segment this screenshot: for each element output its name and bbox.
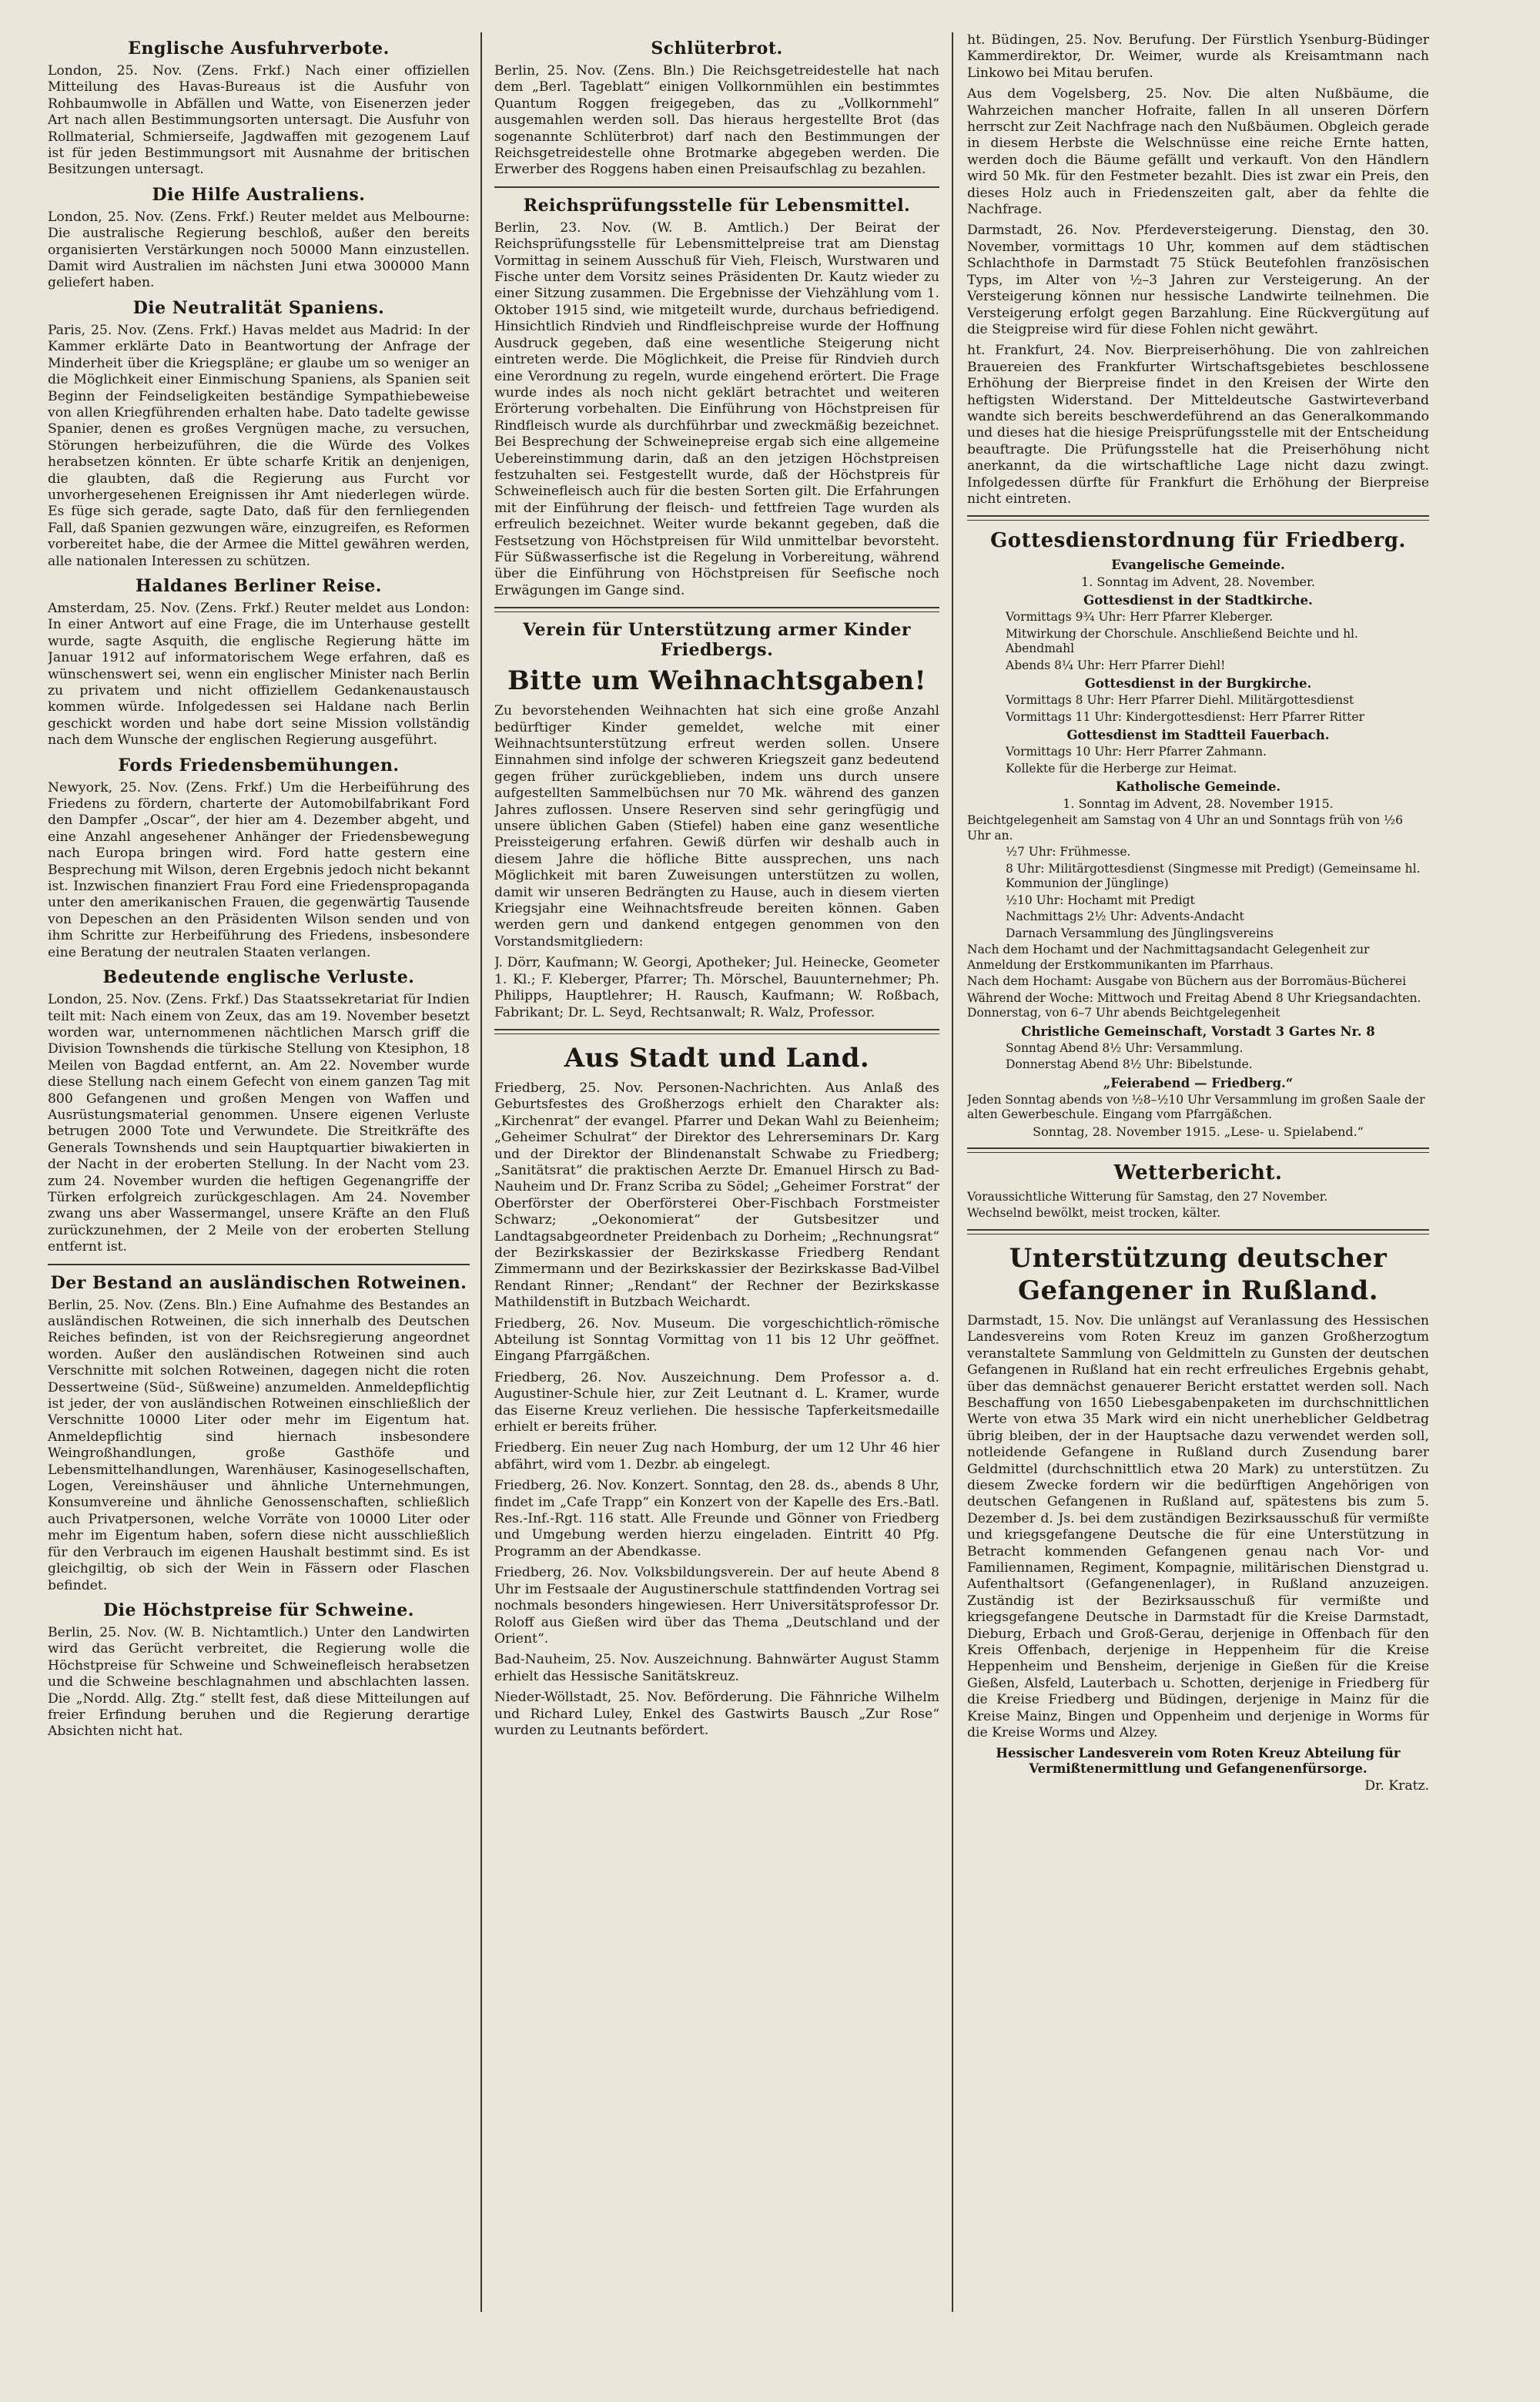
local-news-item: Aus dem Vogelsberg, 25. Nov. Die alten Nußbäume, die Wahrzeichen mancher Hofraite, fallen In all unseren Dörfern herrscht zur Zeit Nachfrage nach den Nußbäumen. Obgleich gerade in diesem Herbste die Welschnüsse eine reiche Ernte hatten, werden doch die Bäume gefällt und verkauft. Von den Händlern wird 50 Mk. für den Festmeter bezahlt. Dies ist zwar ein Preis, den dieses Holz auch in Friedenszeiten galt, aber da fehlte die Nachfrage. bbox=[967, 86, 1429, 218]
article-title: Bedeutende englische Verluste. bbox=[102, 967, 415, 988]
service-line: Nach dem Hochamt und der Nachmittagsandacht Gelegenheit zur Anmeldung der Erstkommunikanten im Pfarrhaus. bbox=[967, 943, 1370, 972]
service-heading: Christliche Gemeinschaft, Vorstadt 3 Gartes Nr. 8 bbox=[1021, 1023, 1375, 1039]
article-title: Unterstützung deutscher Gefangener in Rußland. bbox=[1009, 1242, 1388, 1306]
local-news-item: Darmstadt, 26. Nov. Pferdeversteigerung. Dienstag, den 30. November, vormittags 10 Uhr, kommen auf dem städtischen Schlachthofe in Darmstadt 75 Stück Beutefohlen französischen Typs, im Alter von ½–3 Jahren zur Versteigerung. An der Versteigerung können nur hessische Landwirte teilnehmen. Die Versteigerung erfolgt gegen Barzahlung. Eine Rückvergütung auf die Steigpreise wird für diese Fohlen nicht gewährt. bbox=[967, 223, 1429, 337]
service-line: Nach dem Hochamt: Ausgabe von Büchern aus der Borromäus-Bücherei bbox=[967, 974, 1407, 989]
service-line: Kollekte für die Herberge zur Heimat. bbox=[1006, 761, 1237, 776]
service-heading: „Feierabend — Friedberg.“ bbox=[1103, 1075, 1294, 1090]
service-line: Sonntag Abend 8½ Uhr: Versammlung. bbox=[1006, 1040, 1244, 1055]
divider bbox=[48, 1264, 470, 1265]
weather-title: Wetterbericht. bbox=[1113, 1161, 1283, 1184]
board-members: J. Dörr, Kaufmann; W. Georgi, Apotheker; Jul. Heinecke, Geometer 1. Kl.; F. Kleberger, Pfarrer; Th. Mörschel, Bauunternehmer; Ph. Philipps, Hauptlehrer; H. Rausch, Kaufmann; W. Roßbach, Fabrikant; Dr. L. Seyd, Rechtsanwalt; R. Walz, Professor. bbox=[494, 955, 939, 1020]
article-text: Berlin, 25. Nov. (Zens. Bln.) Eine Aufnahme des Bestandes an ausländischen Rotweinen, die sich innerhalb des Deutschen Reiches befinden, ist von der Reichsregierung angeordnet worden. Außer den ausländischen Rotweinen sind auch Verschnitte mit solchen Rotweinen, dagegen nicht die roten Dessertweine (Süd-, Süßweine) anzumelden. Anmeldepflichtig ist jeder, der von ausländischen Rotweinen einschließlich der Verschnitte 10000 Liter oder mehr im Eigentum hat. Anmeldepflichtig sind hiernach insbesondere Weingroßhandlungen, große Gasthöfe und Lebensmittelhandlungen, Warenhäuser, Kasinogesellschaften, Logen, Vereinshäuser und ähnliche Unternehmungen, Konsumvereine und ähnliche Genossenschaften, schließlich auch Privatpersonen, welche Vorräte von 10000 Liter oder mehr im Eigentum haben, sofern diese nicht ausschließlich für den Verbrauch im eigenen Haushalt bestimmt sind. Es ist gleichgiltig, ob sich der Wein in Fässern oder Flaschen befindet. bbox=[48, 1297, 470, 1593]
article-title: Die Höchstpreise für Schweine. bbox=[103, 1600, 414, 1620]
article-text: Darmstadt, 15. Nov. Die unlängst auf Veranlassung des Hessischen Landesvereins vom Roten Kreuz im ganzen Großherzogtum veranstaltete Sammlung von Geldmitteln zu Gunsten der deutschen Gefangenen in Rußland hat ein recht erfreuliches Ergebnis gehabt, über das demnächst genauerer Bericht erstattet werden soll. Nach Beschaffung von 1650 Liebesgabenpaketen im durchschnittlichen Werte von etwa 35 Mark wird ein nicht unerheblicher Geldbetrag übrig bleiben, der in der Hauptsache dazu verwendet werden soll, notleidende Gefangene in Rußland durch Zusendung barer Geldmittel (durchschnittlich etwa 20 Mark) zu unterstützen. Zu diesem Zwecke fordern wir die bedürftigen Angehörigen von deutschen Gefangenen in Rußland auf, spätestens bis zum 5. Dezember d. Js. bei dem zuständigen Bezirksausschuß für vermißte und kriegsgefangene Deutsche die für eine Unterstützung in Betracht kommenden Gefangenen genau nach Vor- und Familiennamen, Regiment, Kompagnie, militärischen Dienstgrad u. Aufenthaltsort (Gefangenenlager), in Rußland anzuzeigen. Zuständig ist der Bezirksausschuß für vermißte und kriegsgefangene Deutsche in Darmstadt für die Kreise Darmstadt, Dieburg, Erbach und Groß-Gerau, derjenige in Offenbach für den Kreis Offenbach, derjenige in Heppenheim für die Kreise Heppenheim und Bensheim, derjenige in Gießen für die Kreise Gießen, Alsfeld, Lauterbach u. Schotten, derjenige in Friedberg für die Kreise Friedberg und Büdingen, derjenige in Mainz für die Kreise Mainz, Bingen und Oppenheim und derjenige in Worms für die Kreise Worms und Alzey. bbox=[967, 1312, 1429, 1741]
service-heading: Gottesdienst in der Stadtkirche. bbox=[1083, 593, 1313, 608]
column-3 bbox=[967, 32, 1429, 2327]
service-heading: Gottesdienst im Stadtteil Fauerbach. bbox=[1066, 728, 1330, 743]
service-line: Darnach Versammlung des Jünglingsvereins bbox=[1006, 926, 1274, 940]
section-title: Aus Stadt und Land. bbox=[564, 1042, 870, 1074]
service-line: Vormittags 8 Uhr: Herr Pfarrer Diehl. Militärgottesdienst bbox=[1006, 693, 1354, 708]
service-schedule-title: Gottesdienstordnung für Friedberg. bbox=[990, 529, 1406, 553]
divider bbox=[967, 1147, 1429, 1153]
article-text: Paris, 25. Nov. (Zens. Frkf.) Havas meldet aus Madrid: In der Kammer erklärte Dato in Beantwortung der Anfrage der Minderheit über die Kriegspläne; er glaube um so weniger an die Möglichkeit einer Einmischung Spaniens, als Spanien seit Beginn der Feindseligkeiten beständige Sympathiebeweise von allen Kriegführenden erhalten habe. Dato tadelte gewisse Spanier, denen es großes Vergnügen mache, zu versuchen, Störungen herbeizuführen, die die Würde des Volkes herabsetzen könnten. Er übte scharfe Kritik an denjenigen, die glaubten, daß die Regierung aus Furcht vor unvorhergesehenen Ereignissen ihr Amt niederlegen würde. Es füge sich gerade, sagte Dato, daß für den fernliegenden Fall, daß Spanien gezwungen wäre, einzugreifen, es Reformen vorbereitet habe, die der Armee die Mittel gewähren werden, alle nationalen Interessen zu schützen. bbox=[48, 322, 470, 569]
service-line: Während der Woche: Mittwoch und Freitag Abend 8 Uhr Kriegsandachten. Donnerstag, von 6–7 Uhr abends Beichtgelegenheit bbox=[967, 990, 1421, 1020]
column-rule bbox=[480, 32, 482, 2312]
local-news-item: Friedberg, 25. Nov. Personen-Nachrichten. Aus Anlaß des Geburtsfestes des Großherzogs erhielt den Charakter als: „Kirchenrat“ der evangel. Pfarrer und Dekan Wahl zu Beienheim; „Geheimer Schulrat“ der Direktor des Lehrerseminars Dr. Karg und der Direktor der Blindenanstalt Schwabe zu Friedberg; „Sanitätsrat“ die praktischen Aerzte Dr. Emanuel Hirsch zu Bad-Nauheim und Dr. Franz Scriba zu Södel; „Geheimer Forstrat“ der Oberförster der Oberförsterei Ober-Fischbach Forstmeister Schwarz; „Oekonomierat“ der Gutsbesitzer und Landtagsabgeordneter Preidenbach zu Dorheim; „Rechnungsrat“ der Bezirkskassier der Bezirkskasse Friedberg Rendant Zimmermann und der Bezirkskassier der Bezirkskasse Bad-Vilbel Rendant Rinner; „Rendant“ der Rechner der Bezirkskasse Mathildenstift in Butzbach Weichardt. bbox=[494, 1080, 939, 1311]
local-news-item: Friedberg, 26. Nov. Auszeichnung. Dem Professor a. d. Augustiner-Schule hier, zur Zeit Leutnant d. L. Kramer, wurde das Eiserne Kreuz verliehen. Die hessische Tapferkeitsmedaille erhielt er bereits früher. bbox=[494, 1369, 939, 1436]
newspaper-page bbox=[48, 32, 1480, 2327]
article-text: Berlin, 25. Nov. (W. B. Nichtamtlich.) Unter den Landwirten wird das Gerücht verbreitet, die Regierung wolle die Höchstpreise für Schweine und Schweinefleisch herabsetzen und die Schweine beschlagnahmen und abschlachten lassen. Die „Nordd. Allg. Ztg.“ stellt fest, daß diese Mitteilungen auf freier Erfindung beruhen und die Regierung derartige Absichten nicht hat. bbox=[48, 1624, 470, 1740]
local-news-item: Friedberg, 26. Nov. Volksbildungsverein. Der auf heute Abend 8 Uhr im Festsaale der Augustinerschule stattfindenden Vortrag sei nochmals besonders hingewiesen. Herr Universitätsprofessor Dr. Roloff aus Gießen wird über das Thema „Deutschland und der Orient“. bbox=[494, 1565, 939, 1647]
service-line: ½10 Uhr: Hochamt mit Predigt bbox=[1006, 893, 1195, 907]
service-line: Vormittags 9¾ Uhr: Herr Pfarrer Kleberger. bbox=[1006, 610, 1274, 625]
divider bbox=[494, 607, 939, 612]
local-news-item: ht. Büdingen, 25. Nov. Berufung. Der Fürstlich Ysenburg-Büdinger Kammerdirektor, Dr. Weimer, wurde als Kreisamtmann nach Linkowo bei Mitau berufen. bbox=[967, 32, 1429, 81]
divider bbox=[494, 186, 939, 188]
article-text: Zu bevorstehenden Weihnachten hat sich eine große Anzahl bedürftiger Kinder gemeldet, welche mit einer Weihnachtsunterstützung erfreut werden sollen. Unsere Einnahmen sind infolge der schweren Kriegszeit ganz bedeutend gegen früher zurückgeblieben, indem uns durch unsere aufgestellten Sammelbüchsen nur 70 Mk. während des ganzen Jahres zuflossen. Unsere Reserven sind sehr geringfügig und unsere üblichen Gaben (Stiefel) haben eine ganz wesentliche Preissteigerung erfahren. Gewiß dürfen wir deshalb auch in diesem Jahre die höfliche Bitte aussprechen, uns nach Möglichkeit mit baren Zuweisungen unterstützen zu wollen, damit wir unseren Bedrängten zu Hause, auch in diesem vierten Kriegsjahr eine Weihnachtsfreude bereiten können. Gaben werden gern und dankend entgegen genommen von den Vorstandsmitgliedern: bbox=[494, 703, 939, 950]
article-title: Der Bestand an ausländischen Rotweinen. bbox=[50, 1272, 467, 1293]
article-title: Haldanes Berliner Reise. bbox=[136, 575, 382, 596]
column-rule bbox=[952, 32, 953, 2312]
service-heading: Gottesdienst in der Burgkirche. bbox=[1084, 676, 1312, 692]
charity-appeal-title: Bitte um Weihnachtsgaben! bbox=[507, 665, 927, 697]
service-line: Sonntag, 28. November 1915. „Lese- u. Spielabend.“ bbox=[1033, 1124, 1364, 1139]
article-text: Amsterdam, 25. Nov. (Zens. Frkf.) Reuter meldet aus London: In einer Antwort auf eine Frage, die im Unterhause gestellt wurde, sagte Asquith, die englische Regierung hätte im Januar 1912 auf informatorischem Wege erfahren, daß es wünschenswert sei, wenn ein englischer Minister nach Berlin zu privatem und nicht offiziellem Gedankenaustausch kommen würde. Infolgedessen sei Haldane nach Berlin geschickt worden und habe dort seine Mission vollständig nach dem Wunsche der englischen Regierung ausgeführt. bbox=[48, 600, 470, 749]
local-news-item: Friedberg, 26. Nov. Museum. Die vorgeschichtlich-römische Abteilung ist Sonntag Vormittag von 11 bis 12 Uhr geöffnet. Eingang Pfarrgäßchen. bbox=[494, 1315, 939, 1365]
article-text: Berlin, 23. Nov. (W. B. Amtlich.) Der Beirat der Reichsprüfungsstelle für Lebensmittelpreise trat am Dienstag Vormittag in seinem Ausschuß für Vieh, Fleisch, Wurstwaren und Fische unter dem Vorsitz seines Präsidenten Dr. Kautz wieder zu einer Sitzung zusammen. Die Ergebnisse der Viehzählung vom 1. Oktober 1915 sind, wie mitgeteilt wurde, durchaus befriedigend. Hinsichtlich Rindvieh und Rindfleischpreise wurde der Hoffnung Ausdruck gegeben, daß eine wesentliche Steigerung nicht eintreten werde. Die Möglichkeit, die Preise für Rindvieh durch eine Verordnung zu regeln, wurde eingehend erörtert. Die Frage wurde indes als noch nicht geklärt betrachtet und weiteren Erörterung vorbehalten. Die Einführung von Höchstpreisen für Rindfleisch wurde als durchführbar und zweckmäßig bezeichnet. Bei Besprechung der Schweinepreise ergab sich eine allgemeine Uebereinstimmung darin, daß an den jetzigen Höchstpreisen festzuhalten sei. Festgestellt wurde, daß der Höchstpreis für Schweinefleisch auch für die besten Sorten gilt. Die Erfahrungen mit der Einführung der fleisch- und fettfreien Tage wurden als erfreulich bezeichnet. Weiter wurde bekannt gegeben, daß die Festsetzung von Höchstpreisen für Wild unmittelbar bevorsteht. Für Süßwasserfische ist die Regelung in Vorbereitung, während über die Einführung von Höchstpreisen für Seefische noch Erwägungen im Gange sind. bbox=[494, 219, 939, 598]
service-line: 8 Uhr: Militärgottesdienst (Singmesse mit Predigt) (Gemeinsame hl. Kommunion der Jünglinge) bbox=[1006, 861, 1421, 891]
signature-name: Dr. Kratz. bbox=[1364, 1778, 1429, 1794]
service-line: Donnerstag Abend 8½ Uhr: Bibelstunde. bbox=[1006, 1057, 1253, 1072]
weather-text: Wechselnd bewölkt, meist trocken, kälter. bbox=[967, 1206, 1221, 1221]
article-title: Fords Friedensbemühungen. bbox=[118, 755, 400, 776]
local-news-item: Friedberg, 26. Nov. Konzert. Sonntag, den 28. ds., abends 8 Uhr, findet im „Cafe Trapp“ ein Konzert von der Kapelle des Ers.-Batl. Res.-Inf.-Rgt. 116 statt. Alle Freunde und Gönner von Friedberg und Umgebung werden hierzu eingeladen. Eintritt 40 Pfg. Programm an der Abendkasse. bbox=[494, 1478, 939, 1559]
service-line: Beichtgelegenheit am Samstag von 4 Uhr an und Sonntags früh von ½6 Uhr an. bbox=[967, 813, 1403, 843]
service-line: Jeden Sonntag abends von ½8–½10 Uhr Versammlung im großen Saale der alten Gewerbeschule. Eingang vom Pfarrgäßchen. bbox=[967, 1092, 1425, 1122]
column-1 bbox=[48, 32, 470, 2327]
service-line: Vormittags 11 Uhr: Kindergottesdienst: Herr Pfarrer Ritter bbox=[1006, 709, 1364, 724]
local-news-item: ht. Frankfurt, 24. Nov. Bierpreiserhöhung. Die von zahlreichen Brauereien des Frankfurter Wirtschaftsgebietes beschlossene Erhöhung der Bierpreise findet in den Kreisen der Wirte den heftigsten Widerstand. Der Mitteldeutsche Gastwirteverband wandte sich bereits beschwerdeführend an das Generalkommando und dieses hat die hiesige Preisprüfungsstelle mit der Entscheidung beauftragte. Die Prüfungsstelle hat die Preiserhöhung nicht anerkannt, da die wirtschaftliche Lage nicht dazu zwingt. Infolgedessen dürfte für Frankfurt die Erhöhung der Bierpreise nicht eintreten. bbox=[967, 343, 1429, 507]
weather-text: Voraussichtliche Witterung für Samstag, den 27 November. bbox=[967, 1189, 1328, 1204]
article-text: Newyork, 25. Nov. (Zens. Frkf.) Um die Herbeiführung des Friedens zu fördern, charterte der Automobilfabrikant Ford den Dampfer „Oscar“, der hier am 4. Dezember abgeht, und eine Anzahl angesehener Anhänger der Friedensbewegung nach Europa bringen wird. Ford hatte gestern eine Besprechung mit Wilson, deren Ergebnis jedoch nicht bekannt ist. Inzwischen finanziert Frau Ford eine Friedenspropaganda unter den amerikanischen Frauen, die gegenwärtig Tausende von Depeschen an den Präsidenten Wilson senden und von ihm Schritte zur Herbeiführung des Friedens, insbesondere eine Beratung der neutralen Staaten verlangen. bbox=[48, 779, 470, 960]
article-title: Die Hilfe Australiens. bbox=[152, 184, 366, 205]
divider bbox=[494, 1029, 939, 1034]
local-news-item: Bad-Nauheim, 25. Nov. Auszeichnung. Bahnwärter August Stamm erhielt das Hessische Sanitätskreuz. bbox=[494, 1652, 939, 1684]
charity-org-title: Verein für Unterstützung armer Kinder Friedbergs. bbox=[523, 620, 911, 661]
local-news-item: Friedberg. Ein neuer Zug nach Homburg, der um 12 Uhr 46 hier abfährt, wird vom 1. Dezbr. ab eingelegt. bbox=[494, 1440, 939, 1472]
article-title: Reichsprüfungsstelle für Lebensmittel. bbox=[523, 195, 911, 216]
service-heading: Katholische Gemeinde. bbox=[1115, 779, 1281, 795]
article-text: London, 25. Nov. (Zens. Frkf.) Das Staatssekretariat für Indien teilt mit: Nach einem von Zeux, das am 19. November besetzt worden war, unternommenen nächtlichen Marsch griff die Division Townshends die türkische Stellung von Ktesiphon, 18 Meilen von Bagdad entfernt, an. Am 22. November wurde diese Stellung nach einem Gefecht von einem ganzen Tag mit 800 Gefangenen und großen Mengen von Waffen und Ausrüstungsmaterial genommen. Unsere eigenen Verluste betrugen 2000 Tote und Verwundete. Die Streitkräfte des Generals Townshends und sein Hauptquartier biwakierten in der Nacht in der eroberten Stellung. In der Nacht vom 23. zum 24. November wurden die heftigen Gegenangriffe der Türken erfolgreich zurückgeschlagen. Am 24. November zwang uns aber Wassermangel, unsere Kräfte an den Fluß zurückzunehmen, der 2 Meile von der eroberten Stellung entfernt ist. bbox=[48, 992, 470, 1255]
article-title: Schlüterbrot. bbox=[651, 39, 783, 59]
service-line: ½7 Uhr: Frühmesse. bbox=[1006, 845, 1131, 859]
divider bbox=[967, 1229, 1429, 1235]
service-line: Mitwirkung der Chorschule. Anschließend Beichte und hl. Abendmahl bbox=[1006, 626, 1358, 656]
divider bbox=[967, 515, 1429, 521]
column-2 bbox=[494, 32, 939, 2327]
article-text: London, 25. Nov. (Zens. Frkf.) Nach einer offiziellen Mitteilung des Havas-Bureaus ist die Ausfuhr von Rohbaumwolle in Abfällen und Watte, von Eisenerzen jeder Art nach allen Bestimmungsorten untersagt. Die Ausfuhr von Rollmaterial, Schmierseife, Jagdwaffen mit gezogenem Lauf ist für jeden Bestimmungsort mit Ausnahme der britischen Besitzungen untersagt. bbox=[48, 63, 470, 178]
service-date: 1. Sonntag im Advent, 28. November 1915. bbox=[1063, 796, 1334, 812]
article-title: Die Neutralität Spaniens. bbox=[132, 297, 385, 318]
article-title: Englische Ausfuhrverbote. bbox=[128, 39, 390, 59]
local-news-item: Nieder-Wöllstadt, 25. Nov. Beförderung. Die Fähnriche Wilhelm und Richard Luley, Enkel des Gastwirts Bausch „Zur Rose“ wurden zu Leutnants befördert. bbox=[494, 1690, 939, 1738]
service-line: Nachmittags 2½ Uhr: Advents-Andacht bbox=[1006, 910, 1244, 924]
service-date: 1. Sonntag im Advent, 28. November. bbox=[1081, 575, 1315, 590]
signature-org: Hessischer Landesverein vom Roten Kreuz Abteilung für Vermißtenermittlung und Gefangenenfürsorge. bbox=[996, 1746, 1401, 1777]
service-line: Abends 8¼ Uhr: Herr Pfarrer Diehl! bbox=[1006, 658, 1226, 672]
article-text: London, 25. Nov. (Zens. Frkf.) Reuter meldet aus Melbourne: Die australische Regierung beschloß, außer den bereits organisierten Verstärkungen noch 50000 Mann einzustellen. Damit wird Australien im nächsten Juni etwa 300000 Mann geliefert haben. bbox=[48, 209, 470, 291]
service-line: Vormittags 10 Uhr: Herr Pfarrer Zahmann. bbox=[1006, 745, 1267, 759]
article-text: Berlin, 25. Nov. (Zens. Bln.) Die Reichsgetreidestelle hat nach dem „Berl. Tageblatt“ einigen Vollkornmühlen ein bestimmtes Quantum Roggen freigegeben, das zu „Vollkornmehl“ ausgemahlen werden soll. Das hieraus hergestellte Brot (das sogenannte Schlüterbrot) darf nach den Bestimmungen der Reichsgetreidestelle ohne Brotmarke abgegeben werden. Die Erwerber des Roggens haben einen Preisaufschlag zu bezahlen. bbox=[494, 63, 939, 178]
service-heading: Evangelische Gemeinde. bbox=[1111, 558, 1285, 573]
